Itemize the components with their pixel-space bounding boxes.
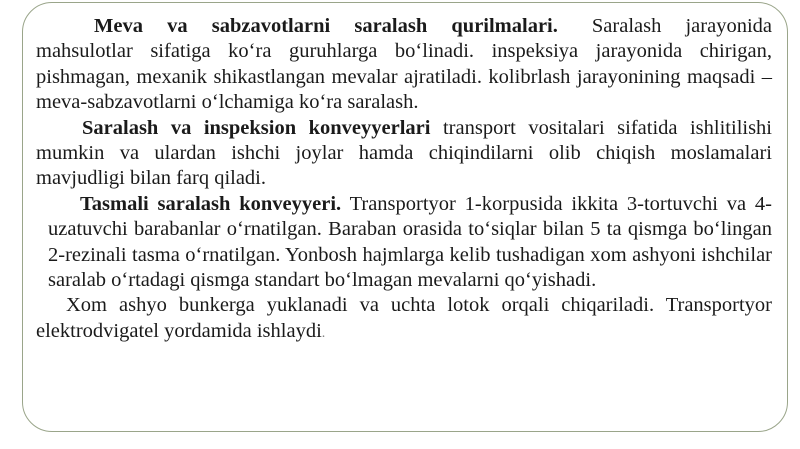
text-bunker: Xom ashyo bunkerga yuklanadi va uchta lotok orqali chiqariladi. Transportyor elektrodvigatel yordamida ishlaydi (36, 294, 772, 342)
text-inspection-conveyors: transport vositalari sifatida ishlitilishi mumkin va ulardan ishchi joylar hamda chiqindilarni olib chiqish moslamalari mavjudligi bilan farq qiladi. (36, 116, 773, 190)
document-body (36, 14, 772, 346)
text-belt-conveyor: Transportyor 1-korpusida ikkita 3-tortuvchi va 4-uzatuvchi barabanlar o‘rnatilgan. Baraban orasida to‘siqlar bilan 5 ta qismga bo‘lingan 2-rezinali tasma o‘rnatilgan. Yonbosh hajmlarga kelib tushadigan xom ashyoni ishchilar saralab o‘rtadagi qismga standart bo‘lmagan mevalarni qo‘yishadi. (48, 192, 772, 292)
paragraph-bunker (36, 293, 772, 346)
trailing-dot: . (321, 325, 326, 341)
paragraph-sorting-equipment (36, 14, 772, 116)
heading-belt-conveyor: Tasmali saralash konveyyeri. (80, 192, 342, 215)
heading-sorting-equipment: Meva va sabzavotlarni saralash qurilmalari. (94, 15, 558, 37)
paragraph-belt-conveyor (48, 192, 772, 294)
paragraph-inspection-conveyors (36, 116, 772, 192)
heading-inspection-conveyors: Saralash va inspeksion konveyyerlari (82, 116, 431, 139)
text-sorting-equipment: Saralash jarayonida mahsulotlar sifatiga ko‘ra guruhlarga bo‘linadi. inspeksiya jarayonida chirigan, pishmagan, mexanik shikastlangan mevalar ajratiladi. kolibrlash jarayonining maqsadi – meva-sabzavotlarni o‘lchamiga ko‘ra saralash. (36, 15, 773, 114)
